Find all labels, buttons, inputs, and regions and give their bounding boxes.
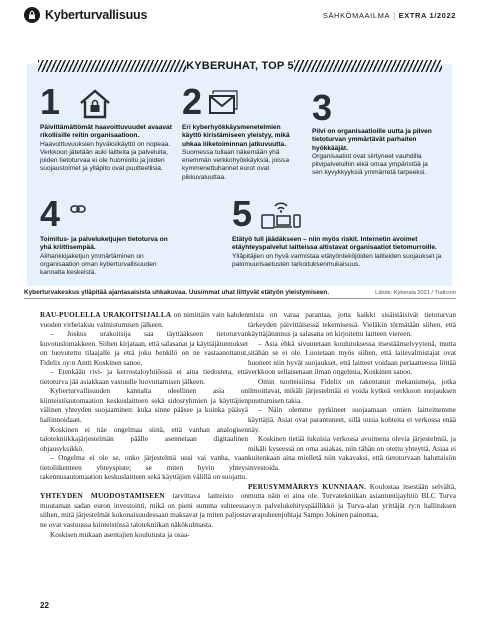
tip-text: Suomessa tullaan näkemään yhä enemmän verkkohyökkäyksiä, joissa kymmenettuhannet eurot ovat pikkuvaluuttaa. [182, 148, 290, 181]
tip-4 [40, 193, 176, 277]
paragraph-lead: YHTEYDEN MUODOSTAMISEEN [40, 491, 165, 501]
tip-text: Haavoittuvuuksien hyväksikäyttö on nopeaa. Verkkoon jätetään auki laitteita ja palveluita, joiden tietoturvaa ei ole huomioitu ja joiden suojaustoimet ja ylläpito ovat puutteellisia. [40, 140, 171, 173]
article-paragraph: Kyberturvallisuuden kannalta oleellinen asia on kiinteistöautomaation keskuslaitteen sekä sidosryhmien ja käyttäjien välinen yhteyden suojaaminen: kuka sinne pääsee ja kuinka pääsyä hallinnoidaan. [40, 386, 248, 425]
tip-3 [312, 87, 440, 178]
tip-text: Alihankkijaketjun ymmärtäminen on organisaation oman kyberturvallisuuden kannalta keskeistä. [40, 252, 157, 277]
tip-5 [232, 193, 442, 269]
article-paragraph: – Joskus urakoitsija saa täyttääkseen tietoturvan kuvotuslomakkeen. Siihen kirjataan, että salasanat ja käyttäjätunnukset on luovutettu tilaajalle ja että joku henkilö on ne vastaanottanut, Fidelix oy:n Antti Koskinen sanoo. [40, 329, 248, 367]
article-paragraph: Koskinen tietää lukuisia verkossa avoimena olevia järjestelmiä, ja mikäli kyseessä on oma asiakas, niin tähän on otettu yhteyttä. Asiaa ei kuitenkaan aina mielletä niin vakavaksi, että tietoturvaan haluttaisiin investoida. [248, 434, 456, 472]
email-icon [208, 90, 238, 116]
section-title: Kyberturvallisuus [45, 8, 148, 22]
devices-icon [260, 198, 302, 230]
chain-link-icon [70, 202, 86, 216]
tip-heading: Pilvi on organisaatioille uutta ja pilven tietoturvan ymmärtävät parhaiten hyökkääjät. [312, 128, 432, 152]
tip-number: 4 [40, 193, 61, 234]
article-column-left [40, 310, 248, 539]
article-paragraph: – Näin olemme pyrkineet suojaamaan omien laitteittemme käyttäjiä. Asiat ovat parantuneet, sillä uusia kohteita ei verkossa enää näy. [248, 405, 456, 434]
hatch-decoration-right [294, 60, 442, 72]
padlock-icon [24, 7, 40, 23]
article-paragraph: – Ongelma ei ole se, onko järjestelmä uusi vai vanha, vaan tietoliikenteen yhteyspiste; se miten hyvin yhteys rakennusautomaation keskuslaitteen sekä käyttäjien välillä on suojattu. [40, 453, 248, 482]
infobox-caption: Kyberturvakeskus ylläpitää ajantasaisista uhkakuvaa. Uusimmat uhat liittyvät etätyön yleistymiseen. [24, 289, 330, 296]
magazine-name: SÄHKÖMAAILMA [322, 10, 391, 20]
infobox-title: KYBERUHAT, TOP 5 [186, 60, 294, 72]
tip-number: 2 [182, 81, 203, 122]
article-paragraph: Koskisen mukaan asentajien koulutusta ja osaa- [50, 529, 190, 539]
article-paragraph: Koskinen ei näe ongelmaa siinä, että vanhan analogisen talotekniikkajärjestelmän päälle asennetaan digitaalinen ohjausyksikkö. [40, 424, 248, 453]
tip-1 [40, 81, 182, 174]
article-paragraph [40, 310, 248, 329]
tip-heading: Eri kyberhyökkäysmenetelmien käyttö kiristämiseen yleistyy, mikä uhkaa liiketoiminnan jatkuvuutta. [182, 124, 290, 148]
tip-heading: Toimitus- ja palveluketjujen tietoturva on yhä kriittisempää. [40, 236, 168, 252]
infobox-source: Lähde: Kyberala 2021 / Traficom [375, 289, 456, 296]
article-paragraph [40, 491, 248, 529]
tip-number: 3 [312, 87, 333, 128]
article-paragraph [248, 482, 456, 520]
tip-number: 5 [232, 193, 253, 234]
tip-text: Organisaatiot ovat siirtyneet vauhdilla pilvipalveluihin eikä omaa ympäristöä ja sen kyvykkyyksiä ymmärretä tarpeeksi. [312, 152, 428, 177]
paragraph-text: tarvittava laitteisto on muutaman sadan euron investointi, mikä on pieni summa suhteessa siihen, mitä järjestelmät kokonaisuudessaan maksavat ja miten paljosta ne ovat vastuussa kiinteistössä talotekniikan näkökulmasta. [40, 491, 249, 529]
article-paragraph: Omin tuotteisiinsa Fidelix on rakentanut mekanismeja, jotka ilmoittavat, mikäli järjestelmää ei voida kytkeä verkkoon suojauksen puuttumisen takia. [248, 376, 456, 405]
paragraph-text: on nimittäin vain kahden vuoden virhetakuu valmistumisen jälkeen. [40, 310, 249, 329]
tip-text: Ylläpitäjien on hyvä varmistaa etätyönteköjöiden laitteiden suojaukset ja palomuurisaetusten tarkoituksenmukaisuus. [232, 252, 442, 268]
article-column-right [248, 310, 456, 520]
paragraph-lead: PERUSYMMÄRRYS KUNNIAAN. [248, 481, 367, 491]
article-paragraph: – Etenkään rivi- ja kerrostaloyhtiöissä ei aina tiedosteta, että tietoturva jää asiakkaan vastuulle luovuttamisen jälkeen. [40, 367, 248, 386]
infobox-caption-row [24, 287, 456, 299]
tip-2 [182, 81, 298, 182]
article-paragraph: mista on varaa parantaa, jotta kaikki sisäistäisivät tietoturvan tärkeyden päivittäisessä tekemisessä. Vieläkin törmätään siihen, että käyttäjätunnus ja salasana on kirjoitettu laitteen viereen. [248, 310, 456, 339]
paragraph-text: Koulostaa itsestään selvältä, mutta näin ei aina ole. Turvatekniikan asiantuntijayhtiö BLC Turva oy:n palvelukehityspäällikkö ja Turva-alan yrittäjät ry:n hallituksen varapuheenjohtaja Sampo Jokinen painottaa, [248, 481, 456, 520]
issue-label: EXTRA 1/2022 [398, 10, 456, 20]
hatch-decoration-left [38, 60, 186, 72]
article-paragraph: – Asia ehkä sivuutetaan koulutuksessa itsestäänselvyytenä, mutta sitähän se ei ole. Luotetaan myös siihen, että laitevalmistajat ovat huoneet niin hyvät suojaukset, että laitteet voidaan periaatteessa liittää verkkoon sellaisenaan ilman ongelmia, Koskinen sanoo. [248, 338, 456, 377]
tip-number: 1 [40, 81, 61, 122]
tip-heading: Päivittämättömät haavoittuvuudet avaavat rikollisille reitin organisaatioon. [40, 124, 172, 140]
tip-heading: Etätyö tuli jäädäkseen – niin myös riskit. Internetin avoimet etäyhteyspalvelut laitteissa altistavat organisaatiot tietomurroille. [232, 236, 437, 252]
magazine-issue: SÄHKÖMAAILMA | EXTRA 1/2022 [322, 10, 456, 20]
page-header [24, 6, 456, 24]
page-number: 22 [40, 601, 49, 610]
paragraph-lead: RAU-PUOLELLA URAKOITSIJALLA [40, 310, 172, 319]
house-lock-icon [78, 88, 112, 120]
